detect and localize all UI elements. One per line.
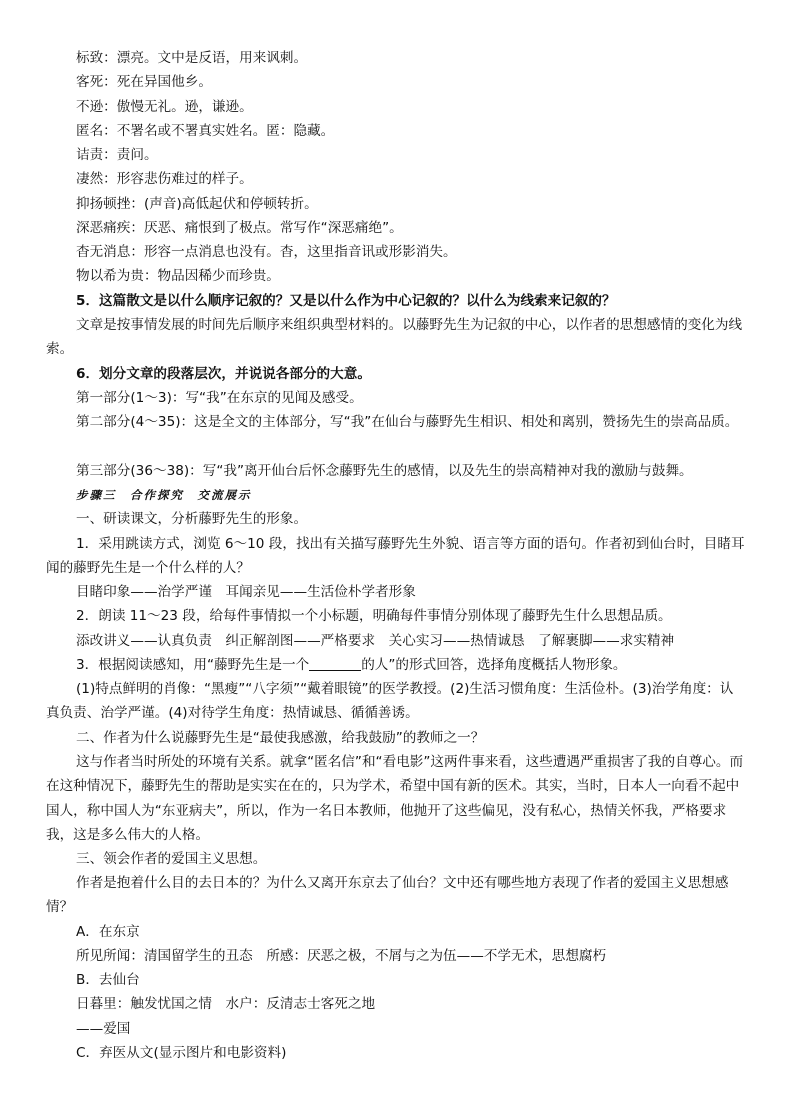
vocab-qiran: 凄然：形容悲伤难过的样子。 (76, 171, 253, 187)
answer-5: 文章是按事情发展的时间先后顺序来组织典型材料的。以藤野先生为记叙的中心，以作者的思想感情的变化为线索。 (46, 317, 743, 358)
section-2-answer: 这与作者当时所处的环境有关系。就拿“匿名信”和“看电影”这两件事来看，这些遭遇严重损害了我的自尊心。而在这种情况下，藤野先生的帮助是实实在在的，只为学术，希望中国有新的医术。其实，当时，日本人一向看不起中国人，称中国人为“东亚病夫”，所以，作为一名日本教师，他抛开了这些偏见，没有私心，热情关怀我，严格要求我，这是多么伟大的人格。 (46, 754, 744, 843)
section-3-question: 作者是抱着什么目的去日本的？为什么又离开东京去了仙台？文中还有哪些地方表现了作者的爱国主义思想感情？ (46, 875, 729, 916)
vocab-kesi: 客死：死在异国他乡。 (76, 74, 212, 90)
question-2: 2．朗读 11～23 段，给每件事情拟一个小标题，明确每件事情分别体现了藤野先生什么思想品质。 (76, 608, 672, 624)
part-2: 第二部分(4～35)：这是全文的主体部分，写“我”在仙台与藤野先生相识、相处和离别，赞扬先生的崇高品质。 (76, 414, 739, 430)
item-b: B．去仙台 (76, 972, 140, 988)
vocab-jieze: 诘责：责问。 (76, 147, 158, 163)
section-1-heading: 一、研读课文，分析藤野先生的形象。 (76, 511, 308, 527)
vocab-shenwutongji: 深恶痛疾：厌恶、痛恨到了极点。常写作“深恶痛绝”。 (76, 220, 403, 236)
vocab-wuyixiweigui: 物以希为贵：物品因稀少而珍贵。 (76, 268, 280, 284)
vocab-yiyangdunchuo: 抑扬顿挫：(声音)高低起伏和停顿转折。 (76, 196, 318, 212)
vocab-biaozhi: 标致：漂亮。文中是反语，用来讽刺。 (76, 50, 308, 66)
vocab-niming: 匿名：不署名或不署真实姓名。匿：隐藏。 (76, 123, 335, 139)
section-2-heading: 二、作者为什么说藤野先生是“最使我感激，给我鼓励”的教师之一？ (76, 730, 485, 746)
answer-1: 目睹印象——治学严谨 耳闻亲见——生活俭朴学者形象 (76, 584, 416, 600)
answer-2: 添改讲义——认真负责 纠正解剖图——严格要求 关心实习——热情诚恳 了解裹脚——求实精神 (76, 633, 675, 649)
question-5: 5．这篇散文是以什么顺序记叙的？又是以什么作为中心记叙的？以什么为线索来记叙的？ (76, 293, 616, 309)
item-b-conclusion: ——爱国 (76, 1021, 131, 1037)
question-1: 1．采用跳读方式，浏览 6～10 段，找出有关描写藤野先生外貌、语言等方面的语句。作者初到仙台时，目睹耳闻的藤野先生是一个什么样的人？ (46, 536, 745, 577)
part-1: 第一部分(1～3)：写“我”在东京的见闻及感受。 (76, 390, 363, 406)
item-a: A．在东京 (76, 924, 140, 940)
part-3: 第三部分(36～38)：写“我”离开仙台后怀念藤野先生的感情，以及先生的崇高精神对我的激励与鼓舞。 (76, 463, 693, 479)
answer-3: (1)特点鲜明的肖像：“黑瘦”“八字须”“戴着眼镜”的医学教授。(2)生活习惯角度：生活俭朴。(3)治学角度：认真负责、治学严谨。(4)对待学生角度：热情诚恳、循循善诱。 (46, 681, 734, 722)
item-b-detail: 日暮里：触发忧国之情 水户：反清志士客死之地 (76, 996, 376, 1012)
vocab-yaowuxiaoxi: 杳无消息：形容一点消息也没有。杳，这里指音讯或形影消失。 (76, 244, 457, 260)
vocab-buxun: 不逊：傲慢无礼。逊，谦逊。 (76, 99, 253, 115)
item-a-detail: 所见所闻：清国留学生的丑态 所感：厌恶之极，不屑与之为伍——不学无术，思想腐朽 (76, 948, 607, 964)
question-3 (46, 653, 746, 677)
question-3-prefix: 3．根据阅读感知，用“藤野先生是一个 (76, 657, 310, 673)
question-3-suffix: 的人”的形式回答，选择角度概括人物形象。 (361, 657, 627, 673)
question-6: 6．划分文章的段落层次，并说说各部分的大意。 (76, 366, 371, 382)
section-3-heading: 三、领会作者的爱国主义思想。 (76, 851, 267, 867)
step-3-heading: 步骤三 合作探究 交流展示 (76, 488, 252, 502)
item-c: C．弃医从文(显示图片和电影资料) (76, 1045, 287, 1061)
fill-in-blank (309, 656, 361, 671)
